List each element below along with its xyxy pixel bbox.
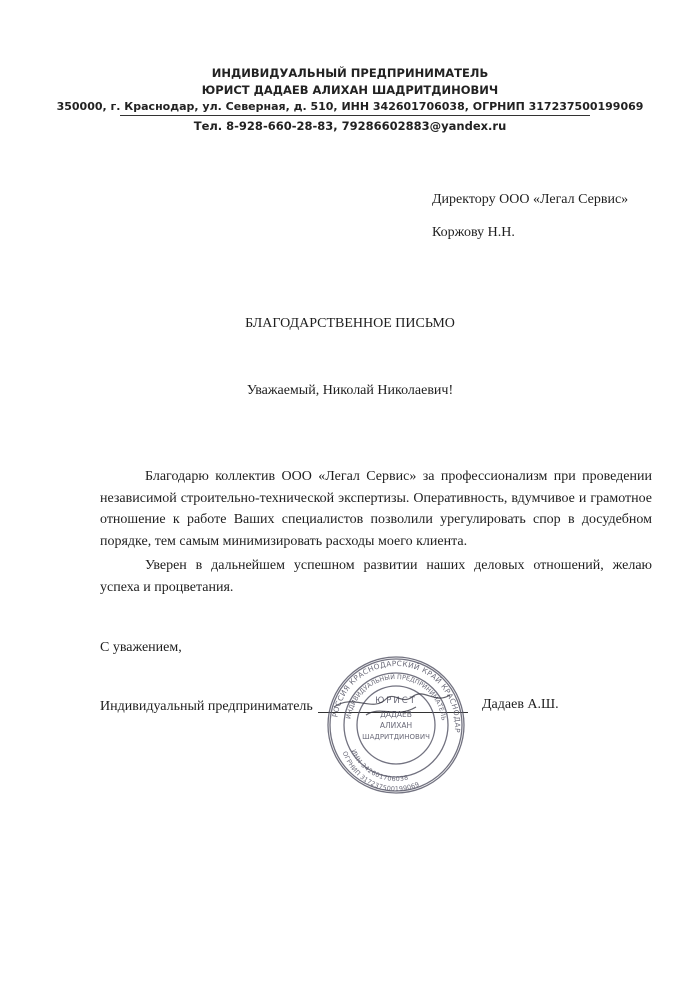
stamp-center-name-1: ДАДАЕВ <box>380 710 412 719</box>
salutation: Уважаемый, Николай Николаевич! <box>246 383 454 398</box>
closing: С уважением, <box>100 640 182 655</box>
seal-stamp-icon <box>326 655 466 795</box>
letterhead-address: 350000, г. Краснодар, ул. Северная, д. 510, ИНН 342601706038, ОГРНИП 317237500199069 <box>56 100 644 113</box>
body-paragraph-1: Благодарю коллектив ООО «Легал Сервис» за профессионализм при проведении независимой строительно-технической экспертизы. Оперативность, вдумчивое и грамотное отношение к работе Ваших специалистов позволили урегулировать спор в досудебном порядке, тем самым минимизировать расходы моего клиента. <box>100 469 652 549</box>
stamp-inner-text: ИНДИВИДУАЛЬНЫЙ ПРЕДПРИНИМАТЕЛЬ <box>345 673 447 722</box>
letterhead-divider <box>120 115 590 116</box>
letterhead-contacts: Тел. 8-928-660-28-83, 79286602883@yandex.ru <box>193 119 507 133</box>
signature-name: Дадаев А.Ш. <box>482 697 559 712</box>
signature-position: Индивидуальный предприниматель <box>100 699 313 714</box>
addressee-line-2: Коржову Н.Н. <box>432 225 515 240</box>
addressee-line-1: Директору ООО «Легал Сервис» <box>432 192 629 207</box>
stamp-inn: ИНН 342601706038 <box>349 748 410 784</box>
stamp-center-name-2: АЛИХАН <box>379 721 413 730</box>
letterhead-line-2: ЮРИСТ ДАДАЕВ АЛИХАН ШАДРИТДИНОВИЧ <box>201 83 499 97</box>
stamp-center-title: ЮРИСТ <box>375 696 417 706</box>
letterhead-line-1: ИНДИВИДУАЛЬНЫЙ ПРЕДПРИНИМАТЕЛЬ <box>211 66 489 80</box>
stamp-center-name-3: ШАДРИТДИНОВИЧ <box>362 733 430 741</box>
stamp-outer-text: РОССИЯ КРАСНОДАРСКИЙ КРАЙ КРАСНОДАР <box>330 658 463 734</box>
body-paragraph-2: Уверен в дальнейшем успешном развитии наших деловых отношений, желаю успеха и процветания. <box>100 558 652 595</box>
letter-title: БЛАГОДАРСТВЕННОЕ ПИСЬМО <box>245 316 455 331</box>
stamp-ogrnip: ОГРНИП 317237500199069 <box>340 750 421 794</box>
